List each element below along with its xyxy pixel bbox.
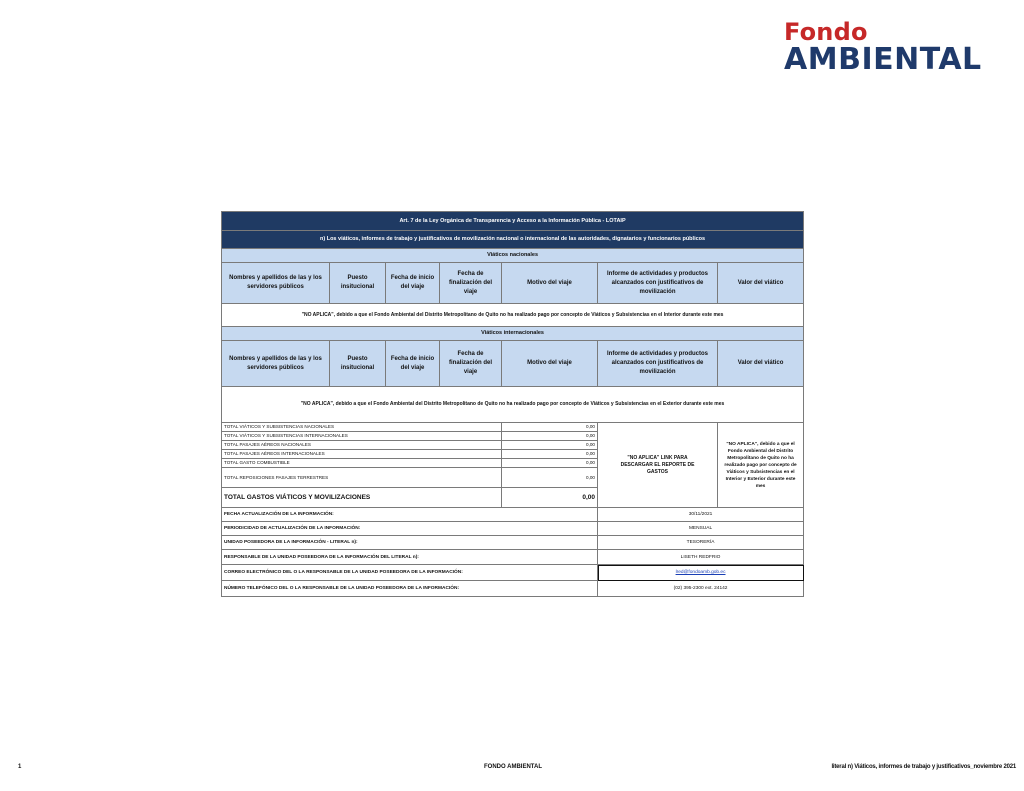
- meta-value: MENSUAL: [598, 522, 804, 536]
- section-nacionales: Viáticos nacionales: [222, 249, 804, 263]
- logo-line-1: Fondo: [784, 18, 868, 46]
- column-header: Nombres y apellidos de las y los servidores públicos: [222, 263, 330, 304]
- total-label: TOTAL PASAJES AÉREOS NACIONALES: [222, 441, 502, 450]
- lotaip-table: [221, 211, 804, 597]
- meta-label: UNIDAD POSEEDORA DE LA INFORMACIÓN - LITERAL n):: [222, 536, 598, 550]
- email-cell: [598, 565, 804, 581]
- column-header: Puesto insitucional: [330, 263, 386, 304]
- meta-label: FECHA ACTUALIZACIÓN DE LA INFORMACIÓN:: [222, 508, 598, 522]
- total-label: TOTAL VIÁTICOS Y SUBSISTENCIAS INTERNACIONALES: [222, 432, 502, 441]
- total-value: 0,00: [502, 441, 598, 450]
- column-header: Fecha de finalización del viaje: [440, 341, 502, 387]
- column-header: Fecha de finalización del viaje: [440, 263, 502, 304]
- total-value: 0,00: [502, 423, 598, 432]
- column-header: Valor del viático: [718, 263, 804, 304]
- report-link-note[interactable]: "NO APLICA" LINK PARA DESCARGAR EL REPORTE DE GASTOS: [598, 423, 718, 508]
- total-label: TOTAL PASAJES AÉREOS INTERNACIONALES: [222, 450, 502, 459]
- table-title: Art. 7 de la Ley Orgánica de Transparencia y Acceso a la Información Pública - LOTAIP: [222, 212, 804, 231]
- total-label: TOTAL GASTO COMBUSTIBLE: [222, 459, 502, 468]
- total-value: 0,00: [502, 459, 598, 468]
- nacionales-note: "NO APLICA", debido a que el Fondo Ambiental del Distrito Metropolitano de Quito no ha realizado pago por concepto de Viáticos y Subsistencias en el Interior durante este mes: [222, 304, 804, 327]
- column-header: Informe de actividades y productos alcanzados con justificativos de movilización: [598, 263, 718, 304]
- footer-center: FONDO AMBIENTAL: [484, 764, 542, 770]
- logo-line-2: AMBIENTAL: [784, 42, 982, 77]
- column-header: Motivo del viaje: [502, 341, 598, 387]
- total-value: 0,00: [502, 432, 598, 441]
- fondo-ambiental-logo: [784, 20, 984, 75]
- meta-label: CORREO ELECTRÓNICO DEL O LA RESPONSABLE DE LA UNIDAD POSEEDORA DE LA INFORMACIÓN:: [222, 565, 598, 581]
- table-subtitle: n) Los viáticos, informes de trabajo y justificativos de movilización nacional o internacional de las autoridades, dignatarios y funcionarios públicos: [222, 231, 804, 249]
- column-header: Informe de actividades y productos alcanzados con justificativos de movilización: [598, 341, 718, 387]
- footer-right: literal n) Viáticos, informes de trabajo y justificativos_noviembre 2021: [831, 764, 1016, 770]
- grand-total-value: 0,00: [502, 488, 598, 508]
- meta-value: TESORERÍA: [598, 536, 804, 550]
- total-value: 0,00: [502, 468, 598, 488]
- meta-value: LISETH REDFRIO: [598, 550, 804, 565]
- meta-label: PERIODICIDAD DE ACTUALIZACIÓN DE LA INFORMACIÓN:: [222, 522, 598, 536]
- total-label: TOTAL VIÁTICOS Y SUBSISTENCIAS NACIONALES: [222, 423, 502, 432]
- internacionales-note: "NO APLICA", debido a que el Fondo Ambiental del Distrito Metropolitano de Quito no ha realizado pago por concepto de Viáticos y Subsistencias en el Exterior durante este mes: [222, 387, 804, 423]
- column-header: Valor del viático: [718, 341, 804, 387]
- column-header: Motivo del viaje: [502, 263, 598, 304]
- meta-label: NÚMERO TELEFÓNICO DEL O LA RESPONSABLE DE LA UNIDAD POSEEDORA DE LA INFORMACIÓN:: [222, 581, 598, 597]
- column-header: Fecha de inicio del viaje: [386, 341, 440, 387]
- lotaip-table-container: [221, 211, 803, 597]
- column-header: Fecha de inicio del viaje: [386, 263, 440, 304]
- column-header: Puesto insitucional: [330, 341, 386, 387]
- section-internacionales: Viáticos internacionales: [222, 327, 804, 341]
- grand-total-label: TOTAL GASTOS VIÁTICOS Y MOVILIZACIONES: [222, 488, 502, 508]
- total-label: TOTAL REPOSICIONES PASAJES TERRESTRES: [222, 468, 502, 488]
- meta-label: RESPONSABLE DE LA UNIDAD POSEEDORA DE LA INFORMACIÓN DEL LITERAL n):: [222, 550, 598, 565]
- side-note: "NO APLICA", debido a que el Fondo Ambiental del Distrito Metropolitano de Quito no ha realizado pago por concepto de Viáticos y Subsistencias en el Interior y Exterior durante este mes: [718, 423, 804, 508]
- meta-value: 30/11/2021: [598, 508, 804, 522]
- column-header: Nombres y apellidos de las y los servidores públicos: [222, 341, 330, 387]
- total-value: 0,00: [502, 450, 598, 459]
- email-link[interactable]: lred@fondoamb.gob.ec: [675, 570, 726, 575]
- footer-page-number: 1: [18, 764, 22, 770]
- meta-value: (02) 395-2300 ext. 24142: [598, 581, 804, 597]
